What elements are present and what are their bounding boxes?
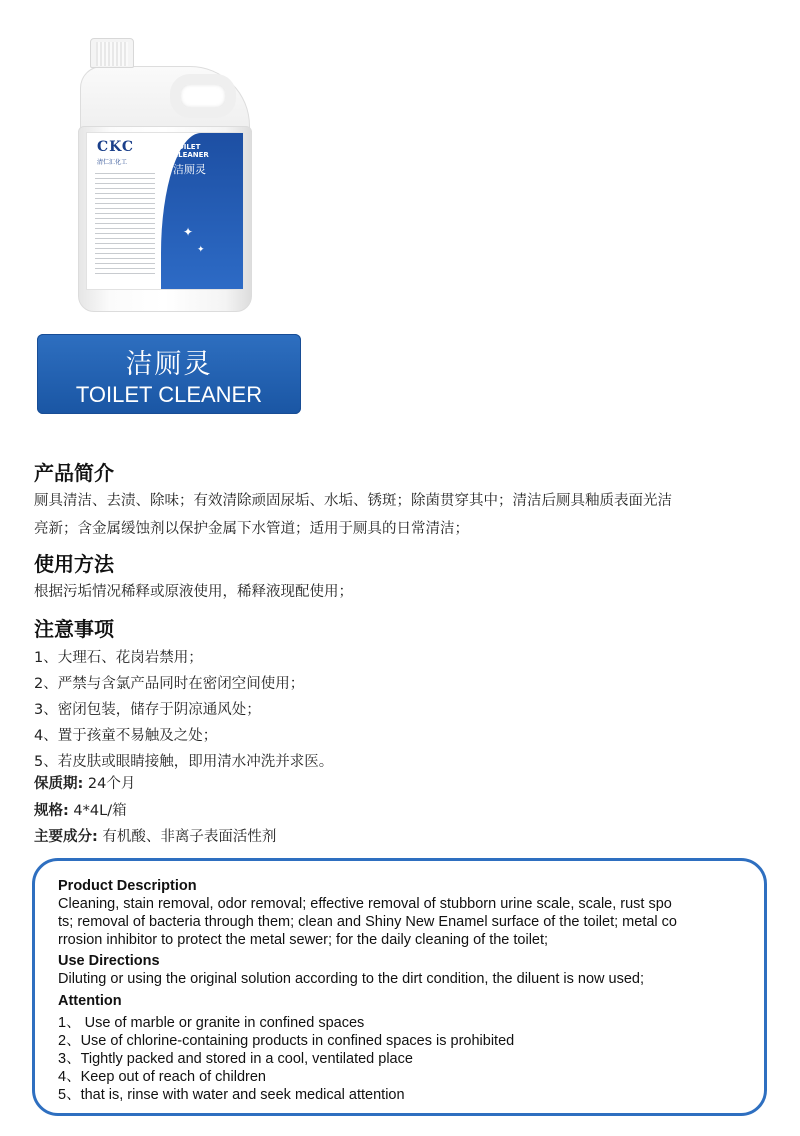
intro-heading: 产品简介 — [34, 461, 114, 485]
bottle-label — [86, 132, 244, 290]
ingredients-label: 主要成分: — [34, 829, 98, 845]
en-desc-line: rrosion inhibitor to protect the metal sewer; for the daily cleaning of the toilet; — [58, 932, 549, 948]
product-title-cn: 洁厕灵 — [125, 349, 213, 380]
en-attention-item: 2、Use of chlorine-containing products in confined spaces is prohibited — [58, 1033, 515, 1049]
en-attention-item: 4、Keep out of reach of children — [58, 1069, 266, 1085]
product-bottle-image — [74, 30, 256, 315]
note-item: 3、密闭包装，储存于阴凉通风处； — [34, 702, 261, 718]
shelf-life — [34, 772, 135, 793]
product-title-en: TOILET CLEANER — [75, 382, 263, 407]
spec-value: 4*4L/箱 — [68, 803, 127, 819]
sparkle-icon: ✦ — [197, 245, 205, 255]
en-usage-text: Diluting or using the original solution according to the dirt condition, the diluent is now used; — [58, 971, 644, 987]
en-attention-item: 1、 Use of marble or granite in confined spaces — [58, 1015, 365, 1031]
usage-text: 根据污垢情况稀释或原液使用，稀释液现配使用； — [34, 584, 353, 600]
en-desc-line: Cleaning, stain removal, odor removal; effective removal of stubborn urine scale, scale, rust spo — [58, 896, 672, 912]
en-desc-line: ts; removal of bacteria through them; clean and Shiny New Enamel surface of the toilet; metal co — [58, 914, 677, 930]
label-name-cn: 洁厕灵 — [173, 163, 206, 176]
note-item: 5、若皮肤或眼睛接触，即用清水冲洗并求医。 — [34, 754, 334, 770]
en-usage-heading: Use Directions — [58, 953, 160, 969]
ingredients — [34, 825, 276, 846]
en-attention-item: 3、Tightly packed and stored in a cool, ventilated place — [58, 1051, 413, 1067]
bottle-handle — [170, 74, 236, 118]
label-brand-cn: 清仁汇化工 — [97, 159, 128, 166]
spec-label: 规格: — [34, 803, 69, 819]
note-item: 1、大理石、花岗岩禁用； — [34, 650, 203, 666]
label-brand-logo: CKC — [97, 139, 135, 155]
notes-heading: 注意事项 — [34, 617, 114, 641]
spec — [34, 799, 127, 820]
note-item: 2、严禁与含氯产品同时在密闭空间使用； — [34, 676, 305, 692]
english-info-box — [32, 858, 767, 1116]
usage-heading: 使用方法 — [34, 552, 114, 576]
sparkle-icon: ✦ — [183, 225, 194, 239]
shelf-life-label: 保质期: — [34, 776, 84, 792]
label-name-en: TOILET CLEANER — [173, 143, 209, 159]
shelf-life-value: 24个月 — [83, 776, 136, 792]
en-attention-heading: Attention — [58, 993, 122, 1009]
ingredients-value: 有机酸、非离子表面活性剂 — [97, 829, 277, 845]
intro-line: 厕具清洁、去渍、除味；有效清除顽固尿垢、水垢、锈斑；除菌贯穿其中；清洁后厕具釉质表面光洁 — [34, 493, 672, 509]
note-item: 4、置于孩童不易触及之处； — [34, 728, 218, 744]
product-title-banner — [37, 334, 301, 414]
en-attention-item: 5、that is, rinse with water and seek medical attention — [58, 1087, 405, 1103]
intro-line: 亮新；含金属缓蚀剂以保护金属下水管道；适用于厕具的日常清洁； — [34, 521, 469, 537]
bottle-cap-ribs — [96, 42, 128, 66]
en-desc-heading: Product Description — [58, 878, 197, 894]
label-fine-print — [95, 173, 155, 277]
